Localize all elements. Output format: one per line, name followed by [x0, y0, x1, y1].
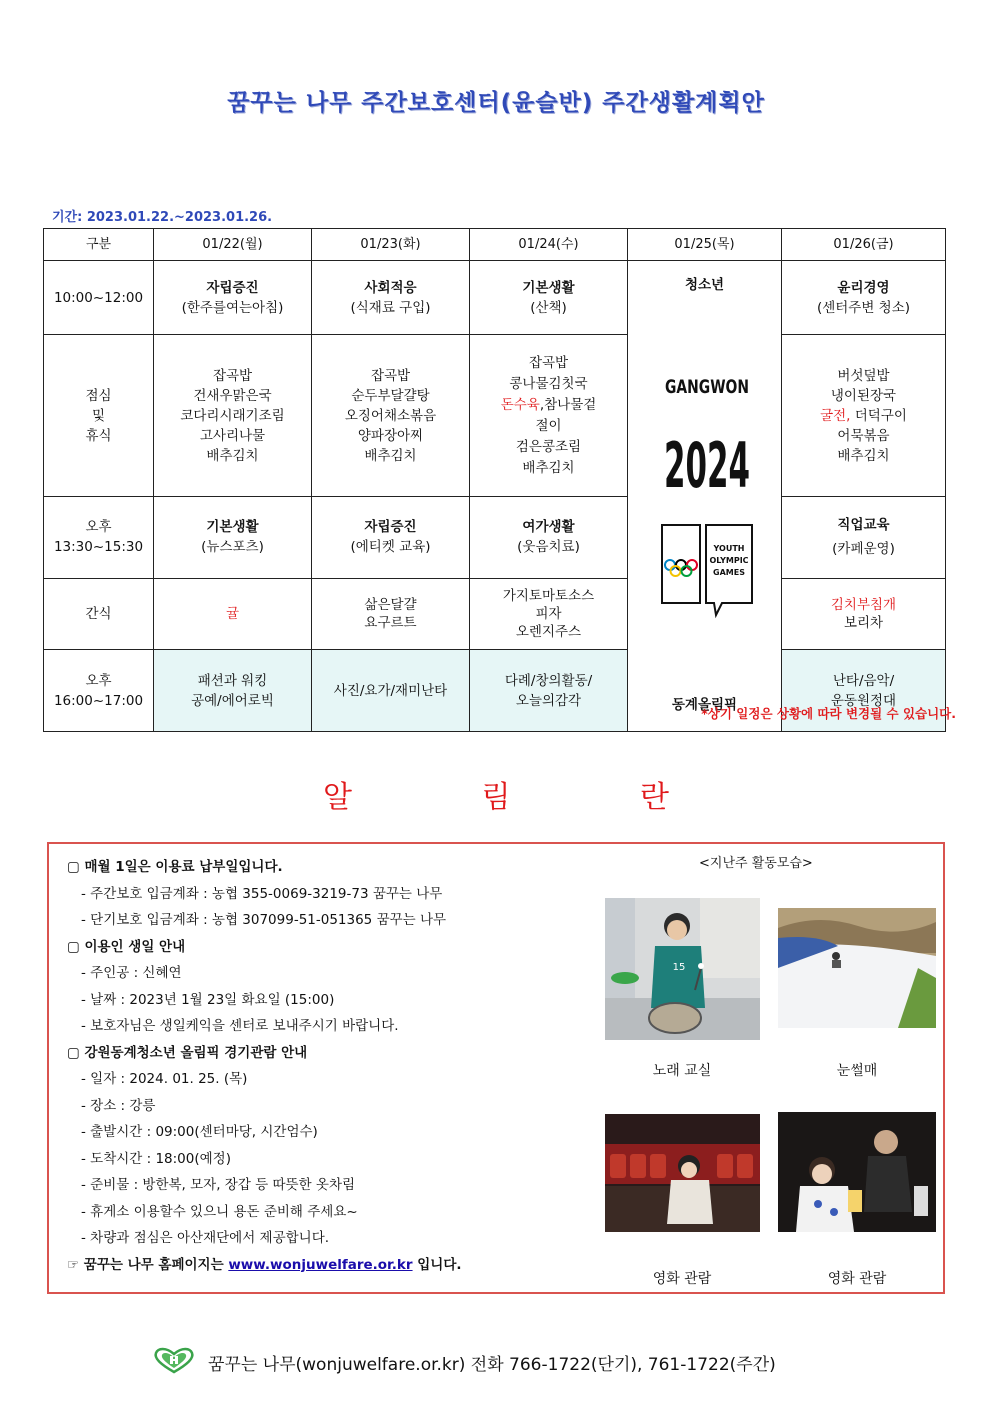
activity-sub: (한주를여는아침)	[181, 299, 284, 316]
cell-fri-lunch	[782, 335, 946, 497]
menu-item: 냉이된장국	[830, 387, 897, 404]
row-label-snack: 간식	[44, 578, 154, 650]
table-row-lunch	[44, 335, 946, 497]
menu-item: 어묵볶음	[837, 427, 890, 444]
activity-sub: (산책)	[530, 299, 567, 316]
rings-panel	[662, 525, 700, 603]
menu-item: 배추김치	[837, 447, 890, 464]
notice-box	[47, 842, 945, 1294]
row-label-lunch	[44, 335, 154, 497]
photo-snow-sled	[778, 908, 936, 1028]
notice-list	[67, 854, 587, 1278]
caption-snow-sled: 눈썰매	[836, 1063, 878, 1079]
notice-line: - 단기보호 입금계좌 : 농협 307099-51-051365 꿈꾸는 나무	[81, 912, 447, 928]
logo-word: GANGWON	[665, 376, 749, 398]
heart-logo-icon	[152, 1346, 196, 1374]
activity-title: 윤리경영	[837, 279, 890, 296]
table-header-row	[44, 229, 946, 261]
cell-mon-afternoon	[154, 497, 312, 579]
thu-bottom-label: 동계올림픽	[671, 697, 738, 713]
youth-line-3: GAMES	[713, 568, 745, 577]
notice-line: - 준비물 : 방한복, 모자, 장갑 등 따뜻한 옷차림	[81, 1177, 356, 1193]
cell-tue-lunch	[312, 335, 470, 497]
notice-line: - 장소 : 강릉	[81, 1097, 156, 1114]
row-label-late	[44, 650, 154, 732]
cell-mon-late	[154, 650, 312, 732]
cell-mon-snack: 귤	[154, 578, 312, 650]
notice-line: - 날짜 : 2023년 1월 23일 화요일 (15:00)	[81, 991, 335, 1008]
olympic-rings-icon	[665, 560, 697, 576]
menu-item: 건새우맑은국	[193, 387, 272, 404]
snack-item: 요구르트	[364, 614, 417, 631]
cell-wed-afternoon	[470, 497, 628, 579]
label-line: 13:30~15:30	[53, 539, 144, 556]
cell-thu-olympics	[628, 261, 782, 732]
activity-title: 자립증진	[206, 279, 259, 296]
menu-item: 배추김치	[522, 459, 575, 476]
notice-heading: ▢ 이용인 생일 안내	[67, 938, 186, 955]
menu-item-highlight: 돈수육	[500, 396, 540, 413]
menu-item-rest: ,참나물겉	[539, 396, 597, 413]
activity-sub: (웃음치료)	[517, 539, 580, 556]
table-row-afternoon	[44, 497, 946, 579]
youth-line-2: OLYMPIC	[709, 556, 749, 565]
menu-item: 잡곡밥	[370, 367, 411, 384]
period-label: 기간: 2023.01.22.~2023.01.26.	[52, 210, 273, 225]
notice-heading: ▢ 강원동계청소년 올림픽 경기관람 안내	[67, 1044, 308, 1061]
header-mon: 01/22(월)	[154, 229, 312, 261]
menu-item: 양파장아찌	[357, 427, 424, 444]
cell-fri-afternoon	[782, 497, 946, 579]
schedule-change-note: *상기 일정은 상황에 따라 변경될 수 있습니다.	[701, 706, 956, 721]
menu-item-highlight: 굴전,	[820, 407, 851, 424]
header-thu: 01/25(목)	[628, 229, 782, 261]
snack-item: 오렌지주스	[515, 623, 582, 640]
activity-sub: (카페운영)	[832, 541, 895, 558]
footer-contact: 꿈꾸는 나무(wonjuwelfare.or.kr) 전화 766-1722(단기), 761-1722(주간)	[208, 1355, 776, 1375]
activity-title: 자립증진	[364, 519, 417, 536]
photo-music-class-art	[605, 898, 760, 1040]
snack-item-highlight: 김치부침개	[830, 596, 897, 613]
label-line: 오후	[85, 672, 112, 689]
header-tue: 01/23(화)	[312, 229, 470, 261]
photo-movie-1-art	[605, 1114, 760, 1232]
notice-line: - 휴게소 이용할수 있으니 용돈 준비해 주세요~	[81, 1203, 358, 1220]
caption-movie-2: 영화 관람	[827, 1271, 887, 1287]
activity-line: 패션과 워킹	[197, 672, 268, 689]
homepage-line	[67, 1252, 587, 1279]
cell-mon-morning	[154, 261, 312, 335]
activity-sub: (에티켓 교육)	[350, 539, 431, 556]
menu-item: 순두부달걀탕	[351, 387, 430, 404]
activity-line: 오늘의감각	[515, 692, 582, 709]
notice-line: - 주인공 : 신혜연	[81, 965, 182, 981]
row-label-afternoon	[44, 497, 154, 579]
menu-item: 코다리시래기조림	[180, 407, 285, 424]
logo-year: 2024	[664, 429, 750, 502]
cell-mon-lunch	[154, 335, 312, 497]
menu-item: 콩나물김칫국	[509, 375, 588, 392]
weekly-plan-table	[43, 228, 946, 732]
activity-title: 기본생활	[522, 279, 575, 296]
snack-item: 보리차	[843, 614, 884, 631]
photo-snow-sled-art	[778, 908, 936, 1028]
notice-line: - 보호자님은 생일케익을 센터로 보내주시기 바랍니다.	[81, 1018, 399, 1034]
activity-title: 사회적응	[364, 279, 417, 296]
menu-item: 고사리나물	[199, 427, 266, 444]
page-footer	[0, 1346, 992, 1376]
label-line: 오후	[85, 519, 112, 536]
notice-line: - 도착시간 : 18:00(예정)	[81, 1150, 231, 1167]
cell-tue-morning	[312, 261, 470, 335]
label-line: 휴식	[85, 427, 112, 444]
table-row-snack	[44, 578, 946, 650]
activity-title: 기본생활	[206, 519, 259, 536]
photo-movie-2-art	[778, 1112, 936, 1232]
menu-item: 잡곡밥	[212, 367, 253, 384]
menu-item: 잡곡밥	[528, 354, 569, 371]
label-line: 점심	[85, 387, 112, 404]
activity-line: 다례/창의활동/	[504, 672, 593, 689]
youth-line-1: YOUTH	[713, 544, 745, 553]
header-category: 구분	[44, 229, 154, 261]
notice-section-title: 알 림 란	[322, 780, 729, 815]
homepage-prefix: ☞ 꿈꾸는 나무 홈페이지는	[67, 1256, 224, 1273]
caption-movie-1: 영화 관람	[652, 1271, 712, 1287]
menu-item-rest: 더덕구이	[850, 407, 907, 424]
cell-tue-snack	[312, 578, 470, 650]
menu-item: 절이	[535, 417, 562, 434]
menu-item: 배추김치	[364, 447, 417, 464]
row-label-morning: 10:00~12:00	[44, 261, 154, 335]
menu-item: 오징어채소볶음	[344, 407, 437, 424]
photo-movie-2	[778, 1112, 936, 1232]
activity-sub: (센터주변 청소)	[816, 299, 911, 316]
thu-top-label: 청소년	[684, 277, 725, 293]
cell-wed-snack	[470, 578, 628, 650]
menu-item: 배추김치	[206, 447, 259, 464]
label-line: 16:00~17:00	[53, 692, 144, 709]
notice-line: - 일자 : 2024. 01. 25. (목)	[81, 1071, 248, 1087]
notice-line: - 차량과 점심은 아산재단에서 제공합니다.	[81, 1230, 330, 1246]
snack-item: 피자	[535, 605, 562, 622]
cell-fri-snack	[782, 578, 946, 650]
header-fri: 01/26(금)	[782, 229, 946, 261]
photo-music-class	[605, 898, 760, 1040]
cell-wed-late	[470, 650, 628, 732]
table-row-morning	[44, 261, 946, 335]
activity-sub: (뉴스포츠)	[201, 539, 264, 556]
menu-item: 검은콩조림	[515, 438, 582, 455]
jersey-number: 15	[672, 962, 686, 973]
activity-sub: (식재료 구입)	[350, 299, 431, 316]
cell-tue-late: 사진/요가/재미난타	[312, 650, 470, 732]
activity-line: 운동원정대	[830, 692, 897, 709]
notice-line: - 주간보호 입금계좌 : 농협 355-0069-3219-73 꿈꾸는 나무	[81, 885, 443, 902]
homepage-link[interactable]: www.wonjuwelfare.or.kr	[228, 1256, 413, 1273]
gangwon-2024-logo	[660, 347, 754, 617]
page-title: 꿈꾸는 나무 주간보호센터(윤슬반) 주간생활계획안	[227, 90, 765, 116]
menu-item	[784, 406, 943, 426]
homepage-suffix: 입니다.	[417, 1256, 462, 1273]
snack-item: 삶은달걀	[364, 596, 417, 613]
activity-title: 여가생활	[522, 519, 575, 536]
cell-wed-morning	[470, 261, 628, 335]
activity-line: 난타/음악/	[832, 672, 895, 689]
cell-fri-morning	[782, 261, 946, 335]
caption-music-class: 노래 교실	[652, 1063, 712, 1079]
menu-item: 버섯덮밥	[837, 367, 890, 384]
menu-item	[472, 395, 625, 416]
cell-wed-lunch	[470, 335, 628, 497]
header-wed: 01/24(수)	[470, 229, 628, 261]
activity-title: 직업교육	[837, 517, 890, 534]
activity-line: 공예/에어로빅	[191, 692, 274, 709]
notice-heading: ▢ 매월 1일은 이용료 납부일입니다.	[67, 859, 283, 875]
photo-movie-1	[605, 1114, 760, 1232]
notice-line: - 출발시간 : 09:00(센터마당, 시간엄수)	[81, 1124, 318, 1140]
gallery-title: <지난주 활동모습>	[699, 856, 813, 871]
cell-tue-afternoon	[312, 497, 470, 579]
label-line: 및	[91, 407, 106, 424]
snack-item: 가지토마토소스	[502, 587, 595, 604]
